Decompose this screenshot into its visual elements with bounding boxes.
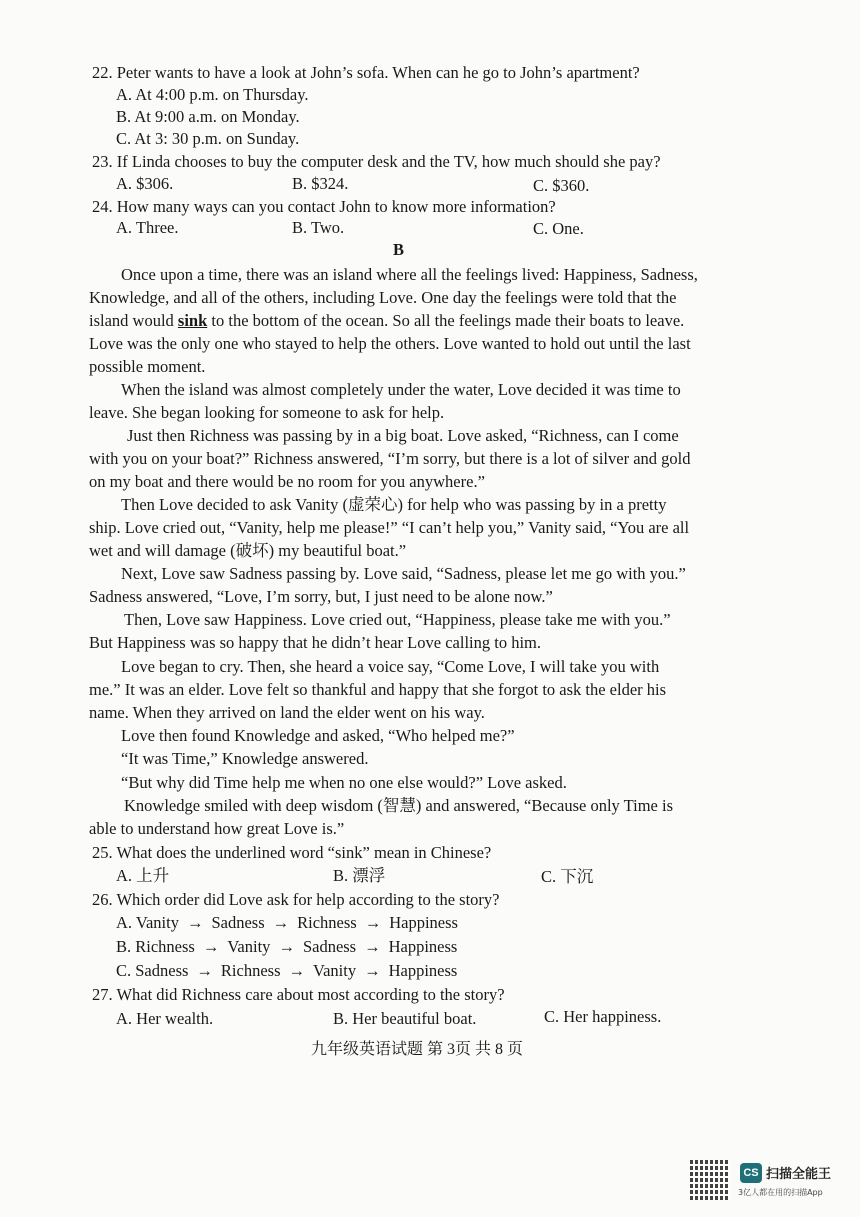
question-23: 23. If Linda chooses to buy the computer desk and the TV, how much should she pay?: [92, 152, 661, 171]
question-26: 26. Which order did Love ask for help according to the story?: [92, 890, 500, 909]
passage-line: with you on your boat?” Richness answered, “I’m sorry, but there is a lot of silver and gold: [89, 449, 691, 468]
arrow-icon: →: [186, 913, 204, 932]
arrow-icon: →: [272, 913, 290, 932]
passage-line: Love was the only one who stayed to help the others. Love wanted to hold out until the last: [89, 334, 691, 353]
passage-line: “It was Time,” Knowledge answered.: [121, 749, 369, 768]
passage-line: Then Love decided to ask Vanity (虚荣心) for help who was passing by in a pretty: [121, 495, 667, 514]
q22-option-a: A. At 4:00 p.m. on Thursday.: [116, 85, 309, 104]
q26-option-c: C. Sadness → Richness → Vanity → Happiness: [116, 961, 458, 980]
passage-line: When the island was almost completely under the water, Love decided it was time to: [121, 380, 681, 399]
passage-line: Then, Love saw Happiness. Love cried out, “Happiness, please take me with you.”: [124, 610, 671, 629]
watermark-title: 扫描全能王: [766, 1167, 832, 1182]
passage-line: leave. She began looking for someone to ask for help.: [89, 403, 445, 422]
arrow-icon: →: [202, 937, 220, 956]
q27-option-c: C. Her happiness.: [544, 1007, 662, 1026]
passage-line: Knowledge, and all of the others, including Love. One day the feelings were told that the: [89, 288, 677, 307]
q23-option-b: B. $324.: [292, 174, 349, 193]
q27-option-a: A. Her wealth.: [116, 1009, 214, 1028]
q25-option-b: B. 漂浮: [333, 866, 386, 885]
passage-line: Next, Love saw Sadness passing by. Love said, “Sadness, please let me go with you.”: [121, 564, 686, 583]
q23-option-c: C. $360.: [533, 176, 590, 195]
q26-option-b: B. Richness → Vanity → Sadness → Happiness: [116, 937, 458, 956]
underlined-word-sink: sink: [177, 311, 208, 330]
page-footer: 九年级英语试题 第 3页 共 8 页: [311, 1041, 524, 1058]
watermark-subtitle: 3亿人都在用的扫描App: [738, 1188, 823, 1197]
passage-line: able to understand how great Love is.”: [89, 819, 345, 838]
q22-option-b: B. At 9:00 a.m. on Monday.: [116, 107, 300, 126]
passage-line: on my boat and there would be no room for you anywhere.”: [89, 472, 485, 491]
q24-option-b: B. Two.: [292, 218, 345, 237]
q22-option-c: C. At 3: 30 p.m. on Sunday.: [116, 129, 300, 148]
arrow-icon: →: [364, 961, 381, 980]
q25-option-a: A. 上升: [116, 866, 170, 885]
section-heading: B: [393, 240, 405, 259]
qr-code-icon: [690, 1160, 730, 1200]
question-22: 22. Peter wants to have a look at John’s sofa. When can he go to John’s apartment?: [92, 63, 640, 82]
passage-line: Knowledge smiled with deep wisdom (智慧) and answered, “Because only Time is: [124, 796, 673, 815]
passage-line: name. When they arrived on land the elder went on his way.: [89, 703, 485, 722]
question-27: 27. What did Richness care about most according to the story?: [92, 985, 505, 1004]
passage-line-sink: island would sink to the bottom of the ocean. So all the feelings made their boats to leave.: [89, 311, 685, 330]
passage-line: me.” It was an elder. Love felt so thankful and happy that she forgot to ask the elder his: [89, 680, 667, 699]
arrow-icon: →: [196, 961, 213, 980]
camscanner-logo: CS: [740, 1163, 762, 1183]
passage-line: Once upon a time, there was an island where all the feelings lived: Happiness, Sadness,: [121, 265, 698, 284]
passage-line: Love then found Knowledge and asked, “Who helped me?”: [121, 726, 515, 745]
passage-line: Love began to cry. Then, she heard a voice say, “Come Love, I will take you with: [121, 657, 660, 676]
question-25: 25. What does the underlined word “sink” mean in Chinese?: [92, 843, 492, 862]
q24-option-a: A. Three.: [116, 218, 179, 237]
passage-line: Just then Richness was passing by in a big boat. Love asked, “Richness, can I come: [127, 426, 679, 445]
q23-option-a: A. $306.: [116, 174, 174, 193]
q26-option-a: A. Vanity → Sadness → Richness → Happiness: [116, 913, 458, 932]
passage-line: But Happiness was so happy that he didn’t hear Love calling to him.: [89, 633, 541, 652]
arrow-icon: →: [288, 961, 306, 980]
q24-option-c: C. One.: [533, 219, 584, 238]
passage-line: ship. Love cried out, “Vanity, help me please!” “I can’t help you,” Vanity said, “You are all: [89, 518, 690, 537]
question-24: 24. How many ways can you contact John to know more information?: [92, 197, 556, 216]
arrow-icon: →: [364, 937, 381, 956]
q27-option-b: B. Her beautiful boat.: [333, 1009, 477, 1028]
q25-option-c: C. 下沉: [541, 867, 594, 886]
arrow-icon: →: [364, 913, 382, 932]
passage-line: wet and will damage (破坏) my beautiful boat.”: [89, 541, 407, 560]
passage-line: “But why did Time help me when no one else would?” Love asked.: [121, 773, 567, 792]
arrow-icon: →: [278, 937, 295, 956]
passage-line: possible moment.: [89, 357, 206, 376]
passage-line: Sadness answered, “Love, I’m sorry, but, I just need to be alone now.”: [89, 587, 553, 606]
